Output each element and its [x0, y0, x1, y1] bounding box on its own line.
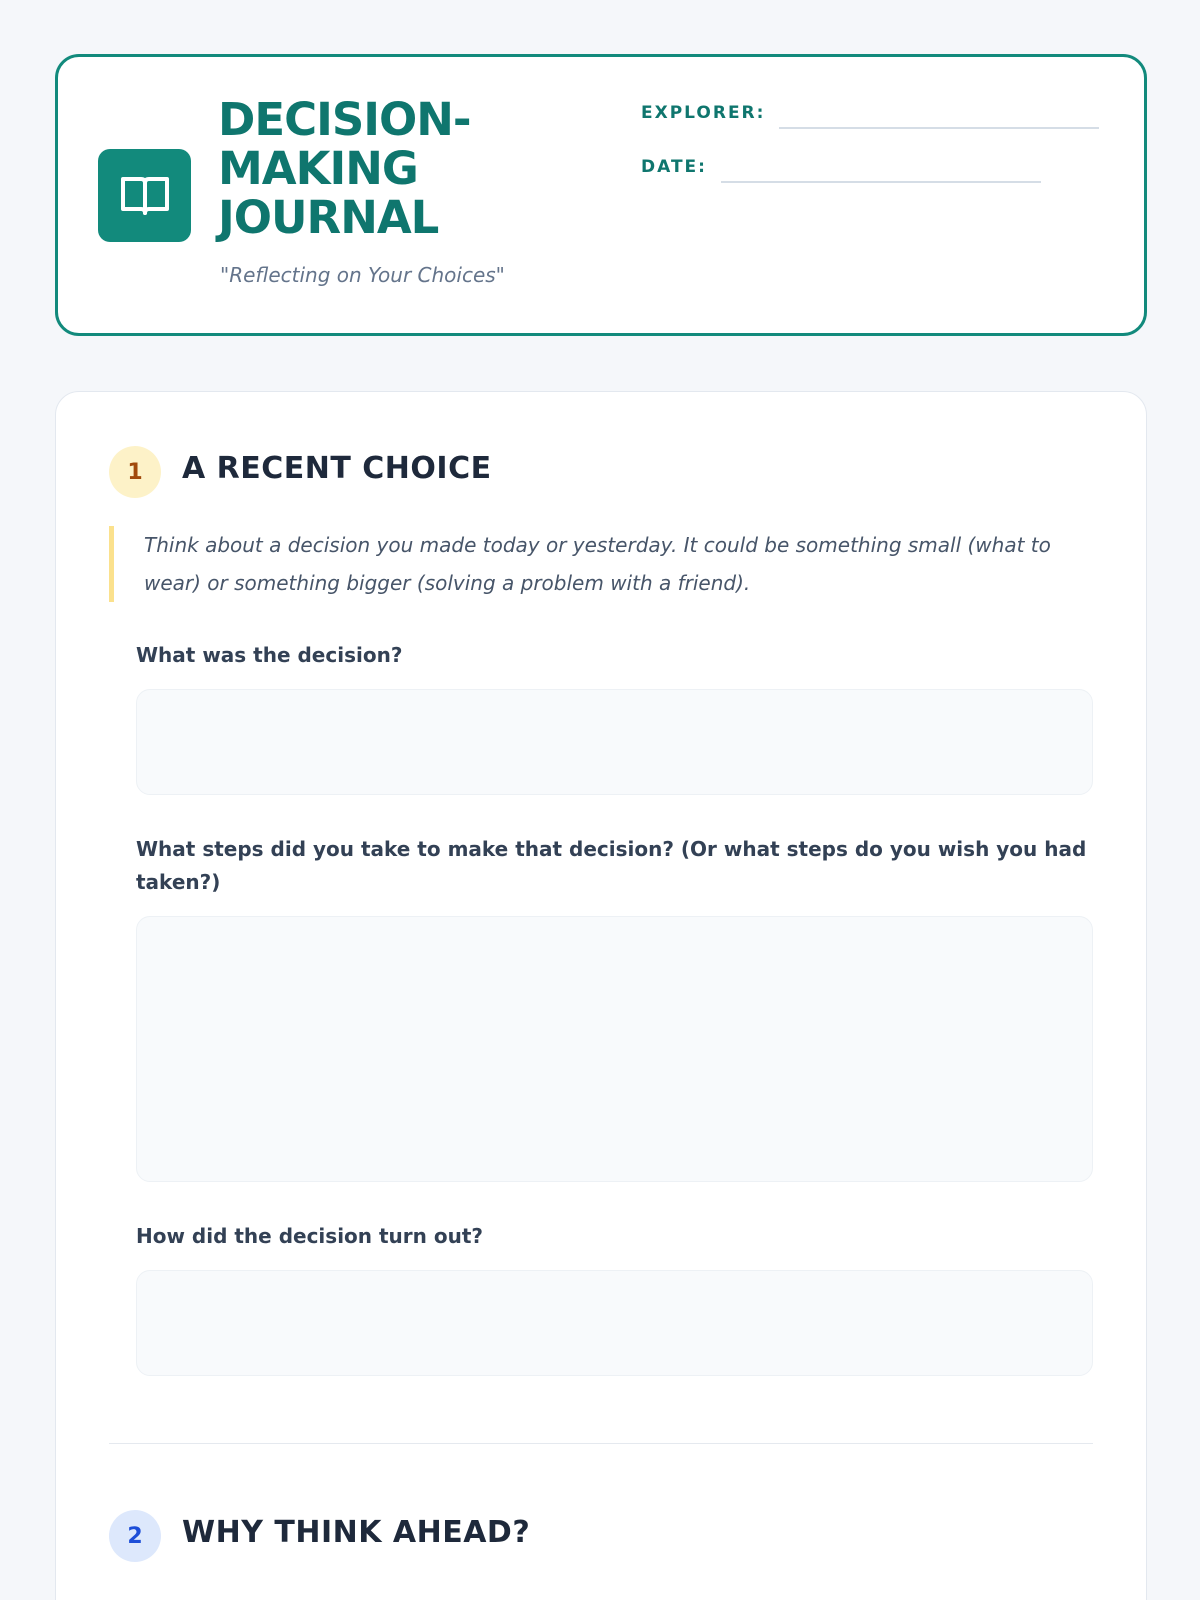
explorer-input-line[interactable] [779, 127, 1099, 129]
date-input-line[interactable] [721, 181, 1041, 183]
logo-badge [98, 149, 191, 242]
date-field [641, 157, 1041, 177]
journal-body [55, 391, 1147, 1600]
page-title: DECISION-MAKING JOURNAL [218, 93, 471, 244]
section-divider [109, 1443, 1093, 1444]
explorer-label: EXPLORER: [641, 103, 766, 123]
section-2-title: WHY THINK AHEAD? [182, 1515, 531, 1550]
page-subtitle: "Reflecting on Your Choices" [220, 263, 505, 287]
journal-header [55, 54, 1147, 336]
section-2-number-badge: 2 [109, 1510, 161, 1562]
question-decision: What was the decision? [136, 643, 403, 667]
answer-outcome-box[interactable] [136, 1270, 1093, 1376]
open-book-icon [119, 173, 171, 219]
question-steps: What steps did you take to make that decision? (Or what steps do you wish you had taken?) [136, 837, 1087, 894]
section-1-number-badge: 1 [109, 446, 161, 498]
section-1-prompt: Think about a decision you made today or yesterday. It could be something small (what to wear) or something bigger (solving a problem with a friend). [109, 526, 1089, 602]
date-label: DATE: [641, 157, 707, 177]
explorer-field [641, 103, 1099, 123]
question-outcome: How did the decision turn out? [136, 1224, 483, 1248]
answer-decision-box[interactable] [136, 689, 1093, 795]
answer-steps-box[interactable] [136, 916, 1093, 1182]
section-1-title: A RECENT CHOICE [182, 451, 492, 486]
